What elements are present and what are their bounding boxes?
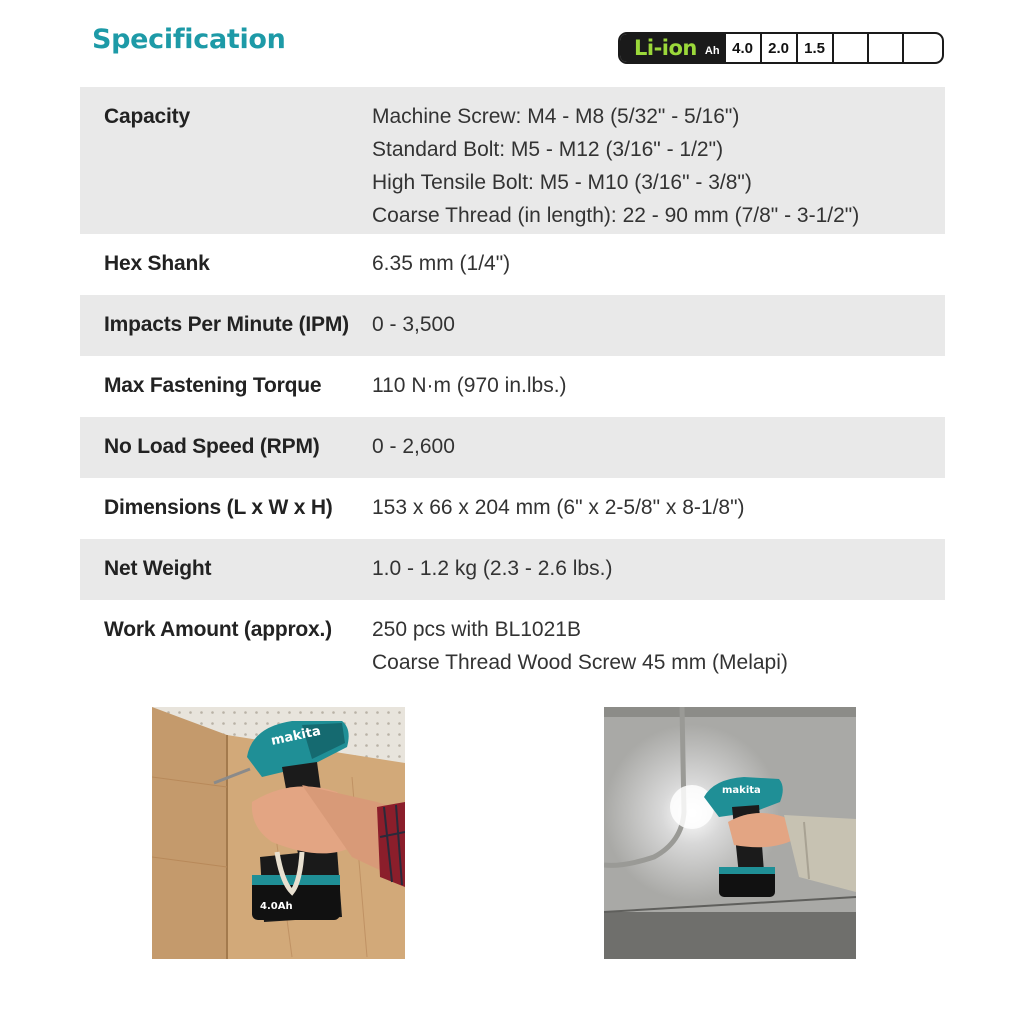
spec-row-hex-shank [80,234,945,295]
capacity-empty-slot [867,34,902,62]
spec-label: Dimensions (L x W x H) [104,496,333,519]
spec-value: 6.35 mm (1/4") [372,252,511,275]
spec-value: Coarse Thread Wood Screw 45 mm (Melapi) [372,651,788,674]
spec-value: 0 - 2,600 [372,435,455,458]
spec-row-rpm [80,417,945,478]
spec-label: Net Weight [104,557,212,580]
spec-label: Max Fastening Torque [104,374,322,397]
battery-badge [618,32,944,64]
capacity-1-5: 1.5 [796,34,832,62]
spec-row-net-weight [80,539,945,600]
spec-label: Hex Shank [104,252,210,275]
spec-row-capacity [80,87,945,234]
spec-label: No Load Speed (RPM) [104,435,320,458]
capacity-4-0: 4.0 [724,34,760,62]
page-title: Specification [92,24,286,55]
spec-label: Impacts Per Minute (IPM) [104,313,349,336]
tool-brand-label: makita [722,785,761,796]
spec-value: Machine Screw: M4 - M8 (5/32" - 5/16") [372,105,740,128]
spec-value: Coarse Thread (in length): 22 - 90 mm (7/8" - 3-1/2") [372,204,860,227]
product-photo-wood [152,707,405,959]
spec-value: 250 pcs with BL1021B [372,618,581,641]
photo-concrete-drawing [604,707,856,959]
capacity-empty-slot [902,34,937,62]
li-ion-label: Li-ion [620,34,701,62]
capacity-2-0: 2.0 [760,34,796,62]
spec-value: 1.0 - 1.2 kg (2.3 - 2.6 lbs.) [372,557,613,580]
capacity-empty-slot [832,34,867,62]
spec-label: Work Amount (approx.) [104,618,332,641]
spec-value: 0 - 3,500 [372,313,455,336]
spec-value: 110 N·m (970 in.lbs.) [372,374,567,397]
spec-value: High Tensile Bolt: M5 - M10 (3/16" - 3/8") [372,171,752,194]
battery-label: 4.0Ah [260,901,293,912]
spec-value: Standard Bolt: M5 - M12 (3/16" - 1/2") [372,138,724,161]
spec-label: Capacity [104,105,190,128]
spec-row-work-amount [80,600,945,680]
spec-row-ipm [80,295,945,356]
spec-row-torque [80,356,945,417]
tool-brand-label: makita [269,723,323,749]
spec-table [80,87,945,680]
product-photo-concrete [604,707,856,959]
spec-value: 153 x 66 x 204 mm (6" x 2-5/8" x 8-1/8") [372,496,745,519]
spec-row-dimensions [80,478,945,539]
ah-unit-label: Ah [701,34,724,62]
photo-wood-drawing [152,707,405,959]
